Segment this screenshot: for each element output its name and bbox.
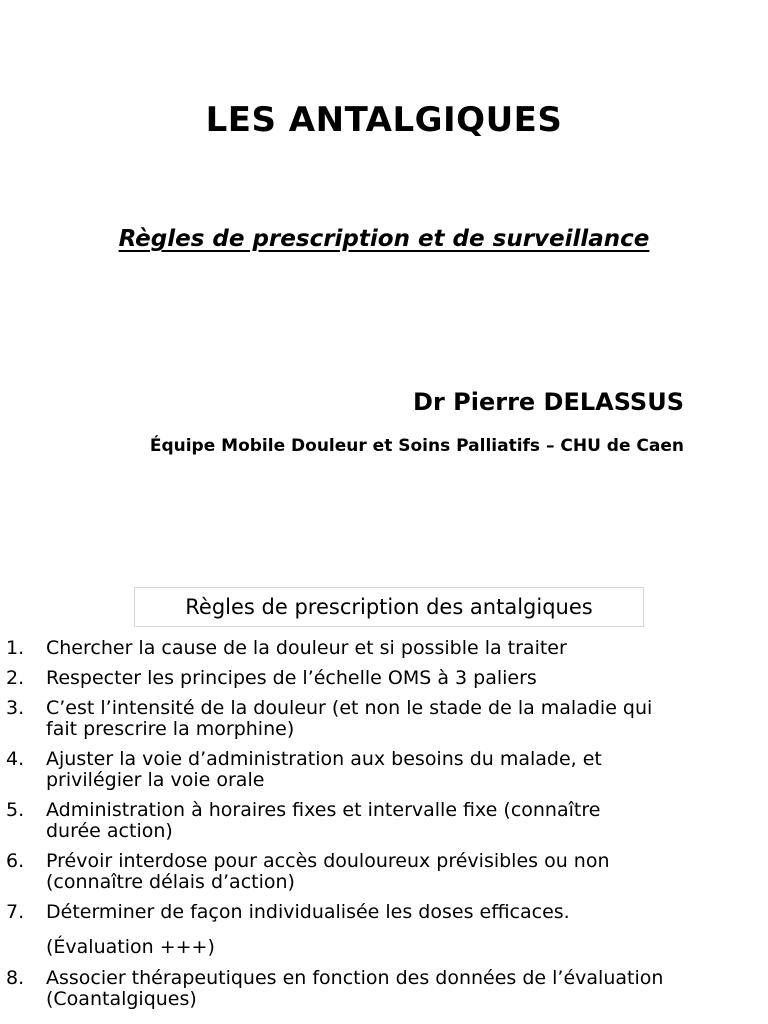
rule-line: Administration à horaires fixes et intervalle fixe (connaître <box>46 799 601 821</box>
rules-list <box>0 638 768 1010</box>
list-item <box>0 749 768 791</box>
rule-text <box>46 937 768 958</box>
rule-line: durée action) <box>46 820 173 842</box>
rule-line: fait prescrire la morphine) <box>46 718 295 740</box>
author-affiliation: Équipe Mobile Douleur et Soins Palliatifs – CHU de Caen <box>149 436 684 456</box>
rule-line: Respecter les principes de l’échelle OMS à 3 paliers <box>46 667 537 689</box>
rule-text <box>46 668 768 689</box>
list-item <box>0 698 768 740</box>
rule-number: 8. <box>6 967 25 989</box>
rule-number: 1. <box>6 637 25 659</box>
rule-text <box>46 638 768 659</box>
rule-line: Associer thérapeutiques en fonction des données de l’évaluation <box>46 967 664 989</box>
page-subtitle: Règles de prescription et de surveillance <box>118 226 650 252</box>
list-item <box>0 851 768 893</box>
page-title: LES ANTALGIQUES <box>205 100 563 140</box>
rule-number: 4. <box>6 748 25 770</box>
rule-line: privilégier la voie orale <box>46 769 265 791</box>
rule-line: (Évaluation +++) <box>46 936 215 958</box>
rule-text <box>46 851 768 893</box>
section-title-box <box>134 587 644 627</box>
rule-line: Déterminer de façon individualisée les doses efficaces. <box>46 901 570 923</box>
list-item <box>0 668 768 689</box>
rule-number: 3. <box>6 697 25 719</box>
rule-line: C’est l’intensité de la douleur (et non le stade de la maladie qui <box>46 697 653 719</box>
rule-number: 7. <box>6 901 25 923</box>
list-item <box>0 800 768 842</box>
rule-number: 5. <box>6 799 25 821</box>
rule-text <box>46 902 768 923</box>
rule-text <box>46 800 768 842</box>
rule-text <box>46 698 768 740</box>
rule-number: 2. <box>6 667 25 689</box>
rule-line: Prévoir interdose pour accès douloureux prévisibles ou non <box>46 850 610 872</box>
rule-number: 6. <box>6 850 25 872</box>
list-item <box>0 638 768 659</box>
author-name: Dr Pierre DELASSUS <box>413 388 684 416</box>
list-item <box>0 968 768 1010</box>
rule-line: Ajuster la voie d’administration aux besoins du malade, et <box>46 748 602 770</box>
rule-text <box>46 968 768 1010</box>
rule-text <box>46 749 768 791</box>
rule-number <box>0 937 46 958</box>
list-item <box>0 937 768 958</box>
rule-line: (Coantalgiques) <box>46 988 197 1010</box>
rule-line: Chercher la cause de la douleur et si possible la traiter <box>46 637 567 659</box>
rule-line: (connaître délais d’action) <box>46 871 295 893</box>
section-title: Règles de prescription des antalgiques <box>185 595 593 619</box>
list-item <box>0 902 768 923</box>
